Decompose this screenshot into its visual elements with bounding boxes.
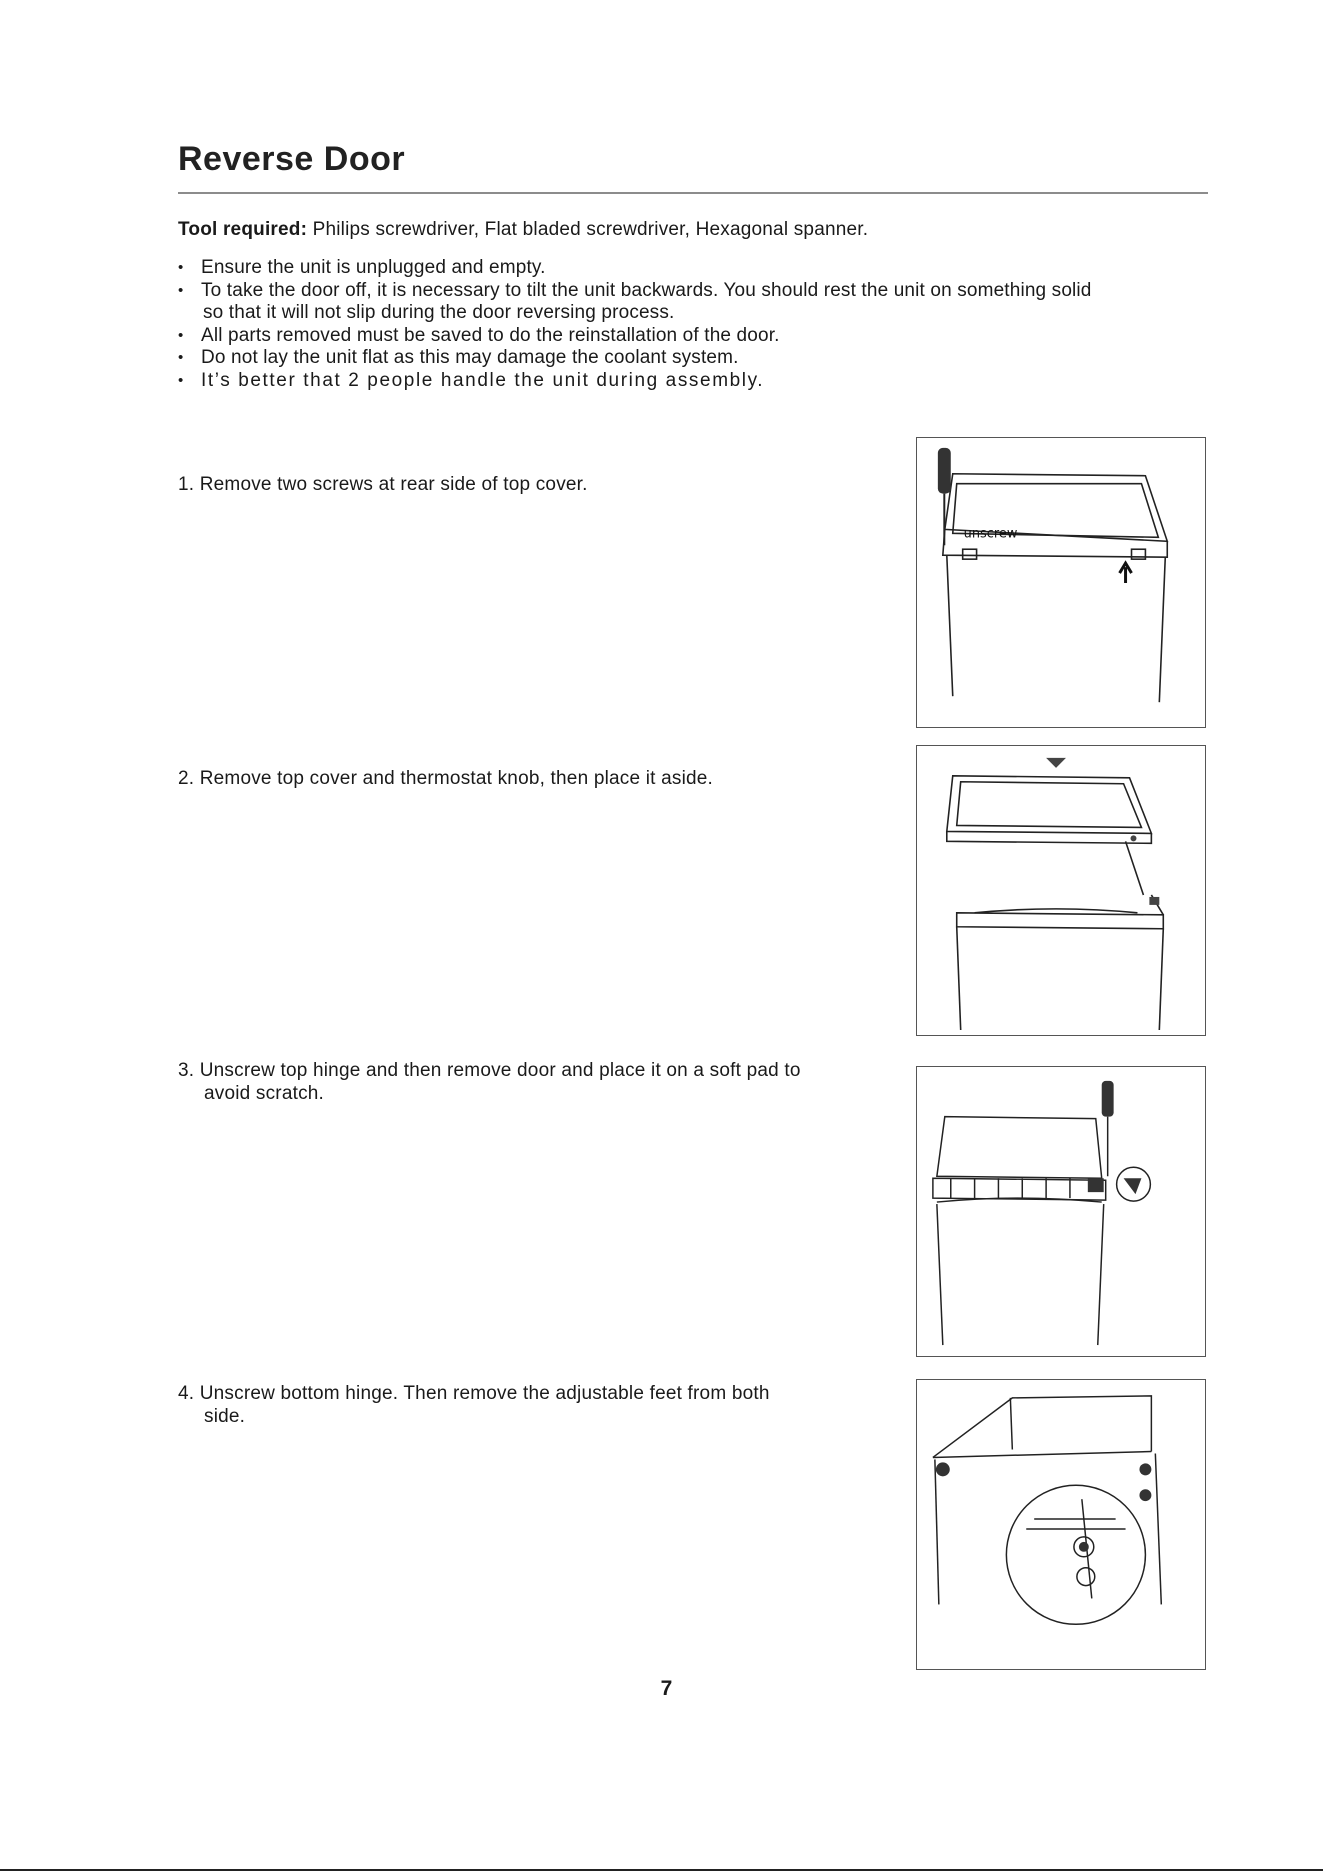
- bullet-icon: •: [178, 349, 184, 366]
- list-item: [178, 325, 1218, 348]
- bullet-text: It’s better that 2 people handle the unit during assembly.: [201, 369, 765, 391]
- step-3-line-1: 3. Unscrew top hinge and then remove door and place it on a soft pad to: [178, 1060, 801, 1081]
- step-4-line-2: side.: [204, 1406, 246, 1427]
- safety-list: [178, 257, 1218, 392]
- unscrew-label: unscrew: [963, 526, 1018, 542]
- bullet-text: Ensure the unit is unplugged and empty.: [201, 257, 546, 278]
- step-4-line-1: 4. Unscrew bottom hinge. Then remove the adjustable feet from both: [178, 1383, 770, 1404]
- bullet-text: All parts removed must be saved to do the reinstallation of the door.: [201, 324, 780, 346]
- step-2-line: 2. Remove top cover and thermostat knob, then place it aside.: [178, 768, 713, 789]
- bullet-icon: •: [178, 259, 184, 276]
- step-2-text: [178, 767, 878, 790]
- bullet-text: To take the door off, it is necessary to tilt the unit backwards. You should rest the unit on something solid: [201, 279, 1092, 301]
- top-hinge-unscrew-icon: [917, 1067, 1205, 1356]
- figure-step-2: [916, 745, 1206, 1036]
- figure-step-4: [916, 1379, 1206, 1670]
- tools-text: Philips screwdriver, Flat bladed screwdriver, Hexagonal spanner.: [307, 219, 869, 240]
- tools-label: Tool required:: [178, 219, 308, 240]
- list-item-continuation: [178, 302, 1218, 325]
- bullet-icon: •: [178, 326, 184, 344]
- figure-step-1: [916, 437, 1206, 728]
- step-3-text: [178, 1059, 878, 1105]
- step-1-text: [178, 473, 878, 496]
- page-number: 7: [660, 1677, 673, 1700]
- list-item: [178, 280, 1218, 303]
- bullet-icon: •: [178, 281, 184, 299]
- list-item: [178, 370, 1218, 393]
- list-item: [178, 347, 1218, 370]
- step-4-text: [178, 1382, 878, 1428]
- bullet-text: so that it will not slip during the door reversing process.: [203, 302, 675, 323]
- top-cover-removal-icon: [917, 746, 1205, 1035]
- title-divider: [178, 192, 1208, 194]
- step-3-line-2: avoid scratch.: [204, 1083, 325, 1104]
- figure-step-3: [916, 1066, 1206, 1357]
- step-1-line: 1. Remove two screws at rear side of top cover.: [178, 474, 588, 495]
- tools-required: [178, 219, 868, 241]
- arrow-up-icon: [1120, 563, 1132, 583]
- list-item: [178, 257, 1218, 280]
- bottom-hinge-icon: [917, 1380, 1205, 1669]
- bullet-text: Do not lay the unit flat as this may damage the coolant system.: [201, 347, 739, 368]
- page-title: Reverse Door: [178, 140, 406, 178]
- top-cover-screws-illustration: [917, 438, 1205, 727]
- bullet-icon: •: [178, 371, 185, 389]
- footer-divider: [0, 1869, 1323, 1871]
